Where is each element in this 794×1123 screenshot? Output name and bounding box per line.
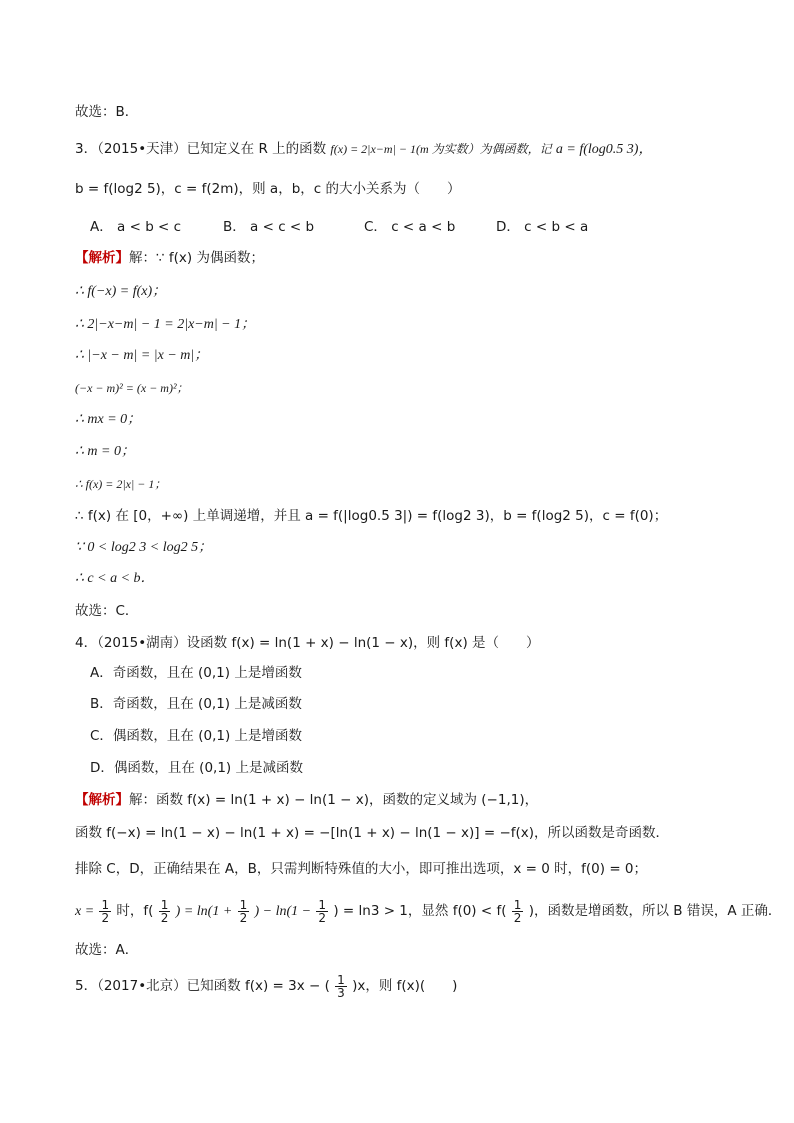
fraction-half xyxy=(512,899,524,924)
question-5-stem xyxy=(75,972,754,1000)
solution-3-line-8: ∴ f(x) = 2|x| − 1； xyxy=(75,477,167,491)
solution-4-text-d: ) = ln3 > 1，显然 f(0) < f( xyxy=(333,903,507,919)
solution-4-line-3: 排除 C，D，正确结果在 A，B，只需判断特殊值的大小，即可推出选项，x = 0 时，f(0) = 0； xyxy=(75,861,648,877)
solution-3-line-9: ∴ f(x) 在 [0，+∞) 上单调递增，并且 a = f(|log0.5 3|) = f(log2 3)，b = f(log2 5)，c = f(0)； xyxy=(75,508,668,524)
fraction-half xyxy=(159,899,171,924)
solution-4-text-a: 时，f( xyxy=(116,903,154,919)
fraction-num: 1 xyxy=(101,897,110,912)
solution-4-line-1 xyxy=(75,790,754,810)
fraction-third xyxy=(335,974,347,999)
answer-line-q3: 故选：C． xyxy=(75,603,139,619)
analysis-tag: 【解析】 xyxy=(75,792,129,808)
question-3-intro: 3．（2015•天津）已知定义在 R 上的函数 xyxy=(75,141,327,157)
fraction-half xyxy=(316,899,328,924)
solution-4-x-eq: x = xyxy=(75,904,95,919)
question-5-text-b: )x，则 f(x)( ) xyxy=(352,978,458,994)
fraction-den: 3 xyxy=(337,985,345,1000)
fraction-den: 2 xyxy=(160,910,169,925)
solution-3-line-6: ∴ mx = 0； xyxy=(75,412,142,427)
fraction-den: 2 xyxy=(513,910,522,925)
question-3-option-c[interactable]: C． c < a < b xyxy=(364,219,456,235)
question-3-stem xyxy=(75,139,754,160)
solution-4-text-c: ) − ln(1 − xyxy=(254,904,312,919)
question-3-option-b[interactable]: B． a < c < b xyxy=(223,219,315,235)
solution-3-line-7: ∴ m = 0； xyxy=(75,444,135,459)
question-4-option-a[interactable]: A．奇函数，且在 (0,1) 上是增函数 xyxy=(90,665,302,681)
question-3-function: f(x) = 2|x−m| − 1(m 为实数）为偶函数，记 xyxy=(330,142,552,156)
solution-3-line-10: ∵ 0 < log2 3 < log2 5； xyxy=(75,540,213,555)
answer-line-q4: 故选：A． xyxy=(75,942,139,958)
solution-3-line-3: ∴ 2|−x−m| − 1 = 2|x−m| − 1； xyxy=(75,317,256,332)
solution-3-line-4: ∴ |−x − m| = |x − m|； xyxy=(75,348,209,363)
fraction-den: 2 xyxy=(239,910,248,925)
fraction-half xyxy=(99,899,111,924)
solution-3-text: 解：∵ f(x) 为偶函数； xyxy=(129,250,264,266)
question-3-a-def: a = f(log0.5 3)， xyxy=(555,142,653,157)
solution-4-text-e: )，函数是增函数，所以 B 错误，A 正确． xyxy=(528,903,782,919)
solution-4-text: 解：函数 f(x) = ln(1 + x) − ln(1 − x)，函数的定义域为 (−1,1)， xyxy=(129,792,539,808)
fraction-den: 2 xyxy=(101,910,110,925)
question-5-text-a: 5．（2017•北京）已知函数 f(x) = 3x − ( xyxy=(75,978,330,994)
question-4-option-d[interactable]: D．偶函数，且在 (0,1) 上是减函数 xyxy=(90,760,303,776)
fraction-num: 1 xyxy=(513,897,522,912)
question-3-option-d[interactable]: D． c < b < a xyxy=(496,219,589,235)
solution-4-text-b: ) = ln(1 + xyxy=(175,904,233,919)
solution-3-line-5: (−x − m)² = (x − m)²； xyxy=(75,381,189,395)
solution-3-line-2: ∴ f(−x) = f(x)； xyxy=(75,284,167,299)
question-4-stem: 4．（2015•湖南）设函数 f(x) = ln(1 + x) − ln(1 − x)，则 f(x) 是（ ） xyxy=(75,635,540,651)
fraction-num: 1 xyxy=(337,972,345,987)
fraction-num: 1 xyxy=(318,897,327,912)
question-4-option-b[interactable]: B．奇函数，且在 (0,1) 上是减函数 xyxy=(90,696,302,712)
solution-3-line-1 xyxy=(75,248,754,268)
analysis-tag: 【解析】 xyxy=(75,250,129,266)
answer-line-q2: 故选：B． xyxy=(75,104,139,120)
fraction-den: 2 xyxy=(318,910,327,925)
solution-3-line-11: ∴ c < a < b． xyxy=(75,571,155,586)
question-3-option-a[interactable]: A． a < b < c xyxy=(90,219,182,235)
fraction-half xyxy=(238,899,250,924)
fraction-num: 1 xyxy=(160,897,169,912)
question-3-stem-cont: b = f(log2 5)，c = f(2m)，则 a，b，c 的大小关系为（ ） xyxy=(75,181,461,197)
question-4-option-c[interactable]: C．偶函数，且在 (0,1) 上是增函数 xyxy=(90,728,303,744)
solution-4-line-2: 函数 f(−x) = ln(1 − x) − ln(1 + x) = −[ln(1 + x) − ln(1 − x)] = −f(x)，所以函数是奇函数． xyxy=(75,825,670,841)
fraction-num: 1 xyxy=(239,897,248,912)
solution-4-line-4 xyxy=(75,897,782,926)
